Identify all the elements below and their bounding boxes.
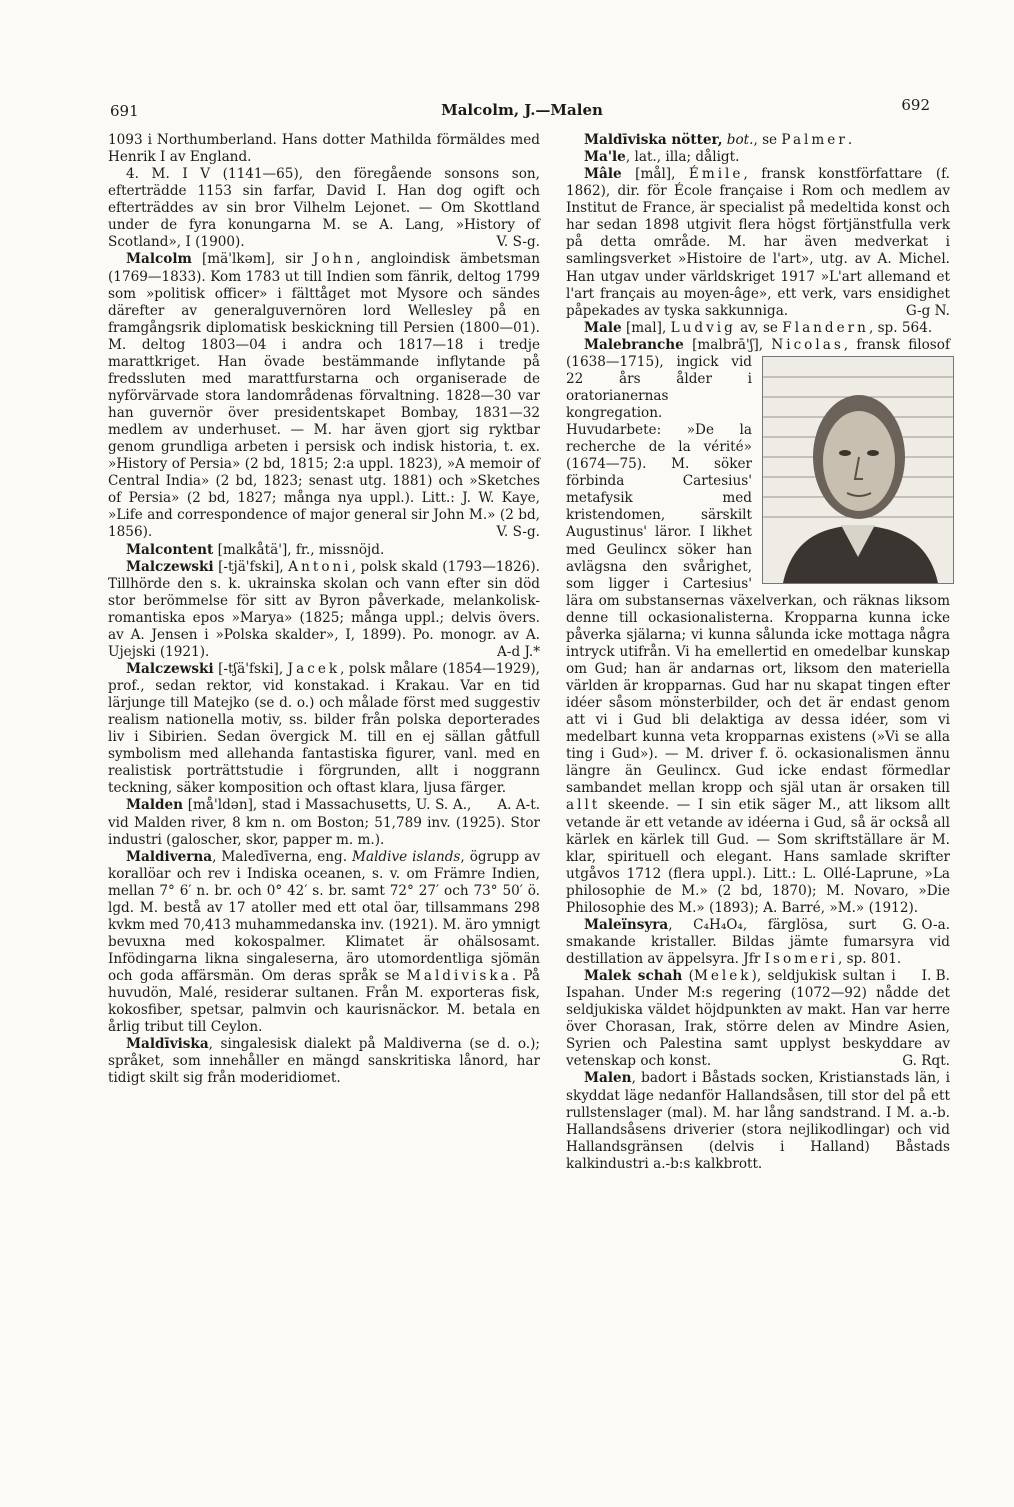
- entry-male-lat: Ma'le, lat., illa; dåligt.: [584, 149, 740, 166]
- right-column: [566, 132, 950, 1173]
- headword: Maldīviska nötter,: [584, 132, 723, 148]
- author-signature: G-g N.: [905, 302, 950, 319]
- headword: Malebranche: [584, 336, 684, 353]
- headword: Maleïnsyra: [584, 916, 669, 933]
- entry-malczewski-antoni: Malczewski [-tjä'fski], Antoni, polsk skald (1793—1826). Tillhörde den s. k. ukrainska skolan och vann efter sin död stor berömmelse för sitt av Byron påverkade, melankolisk-romantiska epos »Marya» (1825; många uppl.; delvis övers. av A. Jensen i »Polska skalder», I, 1899). Po. monogr. av A. Ujejski (1921). A-d J.*: [108, 558, 541, 660]
- entry-malebranche: Malebranche [malbrā'ʃ], Nicolas , fransk filosof (1638—1715), ingick vid 22 års ålder i oratorianernas kongregation. Huvudarbete: »De la recherche de la vérité» (1674—75). M. söker förbinda Cartesius' metafysik med kristendomen, särskilt Augustinus' läror. I likhet med Geulincx söker han avlägsna den svårighet, som ligger i Cartesius' lära om substansernas växelverkan, och räknas liksom denne till ockasionalisterna. Kropparna kunna icke påverka själarna; vi kunna sålunda icke mottaga några intryck utifrån. Vi ha emellertid en omedelbar kunskap om Gud; han är andarnas ort, liksom den materiella världen är kropparnas. Gud har nu skapat tingen efter idéer såsom mönsterbilder, och det är endast genom att vi i Gud bli delaktiga av dessa idéer, som vi medelbart kunna veta kropparnas existens (»Vi se alla ting i Gud»). — M. driver f. ö. ockasionalismen ännu längre än Geulincx. Gud icke endast förmedlar sambandet mellan kropp och själ utan är orsaken till allt skeende. — I sin etik säger M., att liksom allt vetande är ett vetande av idéerna i Gud, så är också all kärlek en kärlek till Gud. — Som skriftställare är M. klar, spirituell och elegant. Hans samlade skrifter utgåvos 1712 (flera uppl.). Litt.: L. Ollé-Laprune, »La philosophie de M.» (2 bd, 1870); M. Novaro, »Die Philosophie des M.» (1893); A. Barré, »M.» (1912). G. O-a.: [566, 337, 950, 917]
- entry-maldiviska-notter: Maldīviska nötter, bot., se Palmer.: [584, 132, 853, 148]
- author-signature: I. B.: [921, 968, 950, 985]
- entry-malcolm-iv: 4. M. I V (1141—65), den föregående sonsons son, efterträdde 1153 sin farfar, David I. Han dog ogift och efterträddes av sin bror Vilhelm Lejonet. — Om Skottland under de fyra konungarna M. se A. Lang, »History of Scotland», I (1900). V. S-g.: [108, 166, 540, 251]
- entry-malczewski-jacek: Malczewski [-tʃä'fski], Jacek, polsk målare (1854—1929), prof., sedan rektor, vid konstakad. i Krakau. Var en tid lärjunge till Matejko (se d. o.) och målade först med suggestiv realism nationella motiv, ss. bilder från polska deporterades liv i Sibirien. Sedan övergick M. till en ej sällan gåtfull symbolism med allehanda fantastiska figurer, vanl. med en realistisk porträttstudie i förgrunden, allt i noggrann teckning, säker komposition och oftast klara, ljusa färger. A. A-t.: [108, 660, 540, 814]
- author-signature: G. O-a.: [902, 916, 950, 933]
- headword: Malczewski: [126, 660, 214, 677]
- headword: Malden: [126, 797, 184, 814]
- entry-maldiviska: Maldīviska, singalesisk dialekt på Maldiverna (se d. o.); språket, som innehåller en mängd sanskritiska lånord, har tidigt skilt sig från moderidiomet.: [108, 1036, 540, 1087]
- headword: Malcolm: [126, 251, 192, 268]
- page-number-left: 691: [110, 102, 139, 120]
- portrait-engraving-icon: [763, 357, 953, 583]
- headword: Malek schah: [584, 968, 683, 985]
- entry-maldiverna: Maldiverna, Maledīverna, eng. Maldive islands, ögrupp av korallöar och rev i Indiska oceanen, s. v. om Främre Indien, mellan 7° 6′ n. br. och 0° 42′ s. br. samt 72° 27′ och 73° 50′ ö. lgd. M. bestå av 17 atoller med ett otal öar, tillsammans 298 kvkm med 70,413 muhammedanska inv. (1921). M. äro ymnigt bevuxna med kokospalmer. Klimatet är ohälsosamt. Infödingarna likna singaleserna, äro utomordentliga sjömän och goda affärsmän. Om deras språk se Maldiviska. På huvudön, Malé, residerar sultanen. Från M. exporteras fisk, kokosfiber, spetsar, palmvin och kaurisnäckor. M. betala en årlig tribut till Ceylon.: [108, 848, 540, 1036]
- author-signature: A-d J.*: [497, 643, 540, 660]
- headword: Malen: [584, 1070, 632, 1087]
- entry-malen: Malen, badort i Båstads socken, Kristianstads län, i skyddat läge nedanför Hallandsåsen, till stor del på ett rullstenslager (mal). M. har lång sandstrand. I M. a.-b. Hallandsåsens driverier (stora nejlikodlingar) och vid Hallandsgränsen (delvis i Halland) Båstads kalkindustri a.-b:s kalkbrott.: [566, 1070, 950, 1172]
- author-signature: G. Rqt.: [902, 1053, 950, 1070]
- entry-malcontent: Malcontent [malkåtä'], fr., missnöjd.: [126, 541, 385, 558]
- author-signature: V. S-g.: [496, 524, 540, 541]
- entry-maleinsyra: Maleïnsyra, C₄H₄O₄, färglösa, surt smakande kristaller. Bildas jämte fumarsyra vid destillation av äppelsyra. Jfr Isomeri, sp. 801. I. B.: [566, 916, 950, 985]
- entry-male-ludvig: Male [mal], Ludvig av, se Flandern, sp. 564.: [584, 319, 933, 336]
- entry-malden: Malden [må'ldən], stad i Massachusetts, U. S. A., vid Malden river, 8 km n. om Boston; 51,789 inv. (1925). Stor industri (galoscher, skor, papper m. m.).: [108, 797, 540, 848]
- author-signature: A. A-t.: [497, 797, 540, 814]
- headword: Maldiverna: [126, 848, 213, 865]
- left-column: [108, 132, 540, 1088]
- headword: Malczewski: [126, 558, 214, 575]
- headword: Mâle: [584, 166, 622, 183]
- entry-male-emile: Mâle [mål], Émile, fransk konstförfattare (f. 1862), dir. för École française i Rom och medlem av Institut de France, är specialist på medeltida konst och har sedan 1898 utgivit flera högst förtjänstfulla verk på detta område. M. har även medverkat i samlingsverket »Histoire de l'art», utg. av A. Michel. Han utgav under världskriget 1917 »L'art allemand et l'art français au moyen-âge», ett verk, vars ensidighet påpekades av tyska sakkunniga. G-g N.: [566, 166, 950, 319]
- headword: Malcontent: [126, 541, 214, 558]
- headword: Male: [584, 319, 622, 336]
- entry-continuation: 1093 i Northumberland. Hans dotter Mathilda förmäldes med Henrik I av England.: [108, 132, 540, 166]
- running-head: Malcolm, J.—Malen: [441, 101, 603, 119]
- headword: Ma'le: [584, 149, 626, 166]
- page-number-right: 692: [901, 96, 930, 114]
- portrait-image: [762, 356, 954, 584]
- entry-malcolm-john: Malcolm [mä'lkəm], sir John, angloindisk ämbetsman (1769—1833). Kom 1783 ut till Indien som fänrik, deltog 1799 som »politisk officer» i fälttåget mot Mysore och sändes därefter av generalguvernören lord Wellesley på en framgångsrik diplomatisk beskickning till Persien (1800—01). M. deltog 1803—04 i andra och 1817—18 i tredje marattkriget. Han övade bestämmande inflytande på fredssluten med marattfurstarna och organiserade de nyförvärvade stora landområdenas förvaltning. 1828—30 var han guvernör över presidentskapet Bombay, 1831—32 medlem av underhuset. — M. har även gjort sig ryktbar genom grundliga arbeten i persisk och indisk historia, t. ex. »History of Persia» (2 bd, 1815; 2:a uppl. 1823), »A memoir of Central India» (2 bd, 1823; senast utg. 1881) och »Sketches of Persia» (2 bd, 1827; många nya uppl.). Litt.: J. W. Kaye, »Life and correspondence of major general sir John M.» (2 bd, 1856). V. S-g.: [108, 251, 540, 541]
- author-signature: V. S-g.: [496, 234, 540, 251]
- headword: Maldīviska: [126, 1036, 209, 1053]
- entry-malek-schah: Malek schah (Melek), seldjukisk sultan i Ispahan. Under M:s regering (1072—92) nådde det seldjukiska väldet höjdpunkten av makt. Han var herre över Chorasan, Irak, större delen av Mindre Asien, Syrien och Palestina samt upplyst beskyddare av vetenskap och konst. G. Rqt.: [566, 968, 950, 1070]
- page-header: [110, 96, 974, 120]
